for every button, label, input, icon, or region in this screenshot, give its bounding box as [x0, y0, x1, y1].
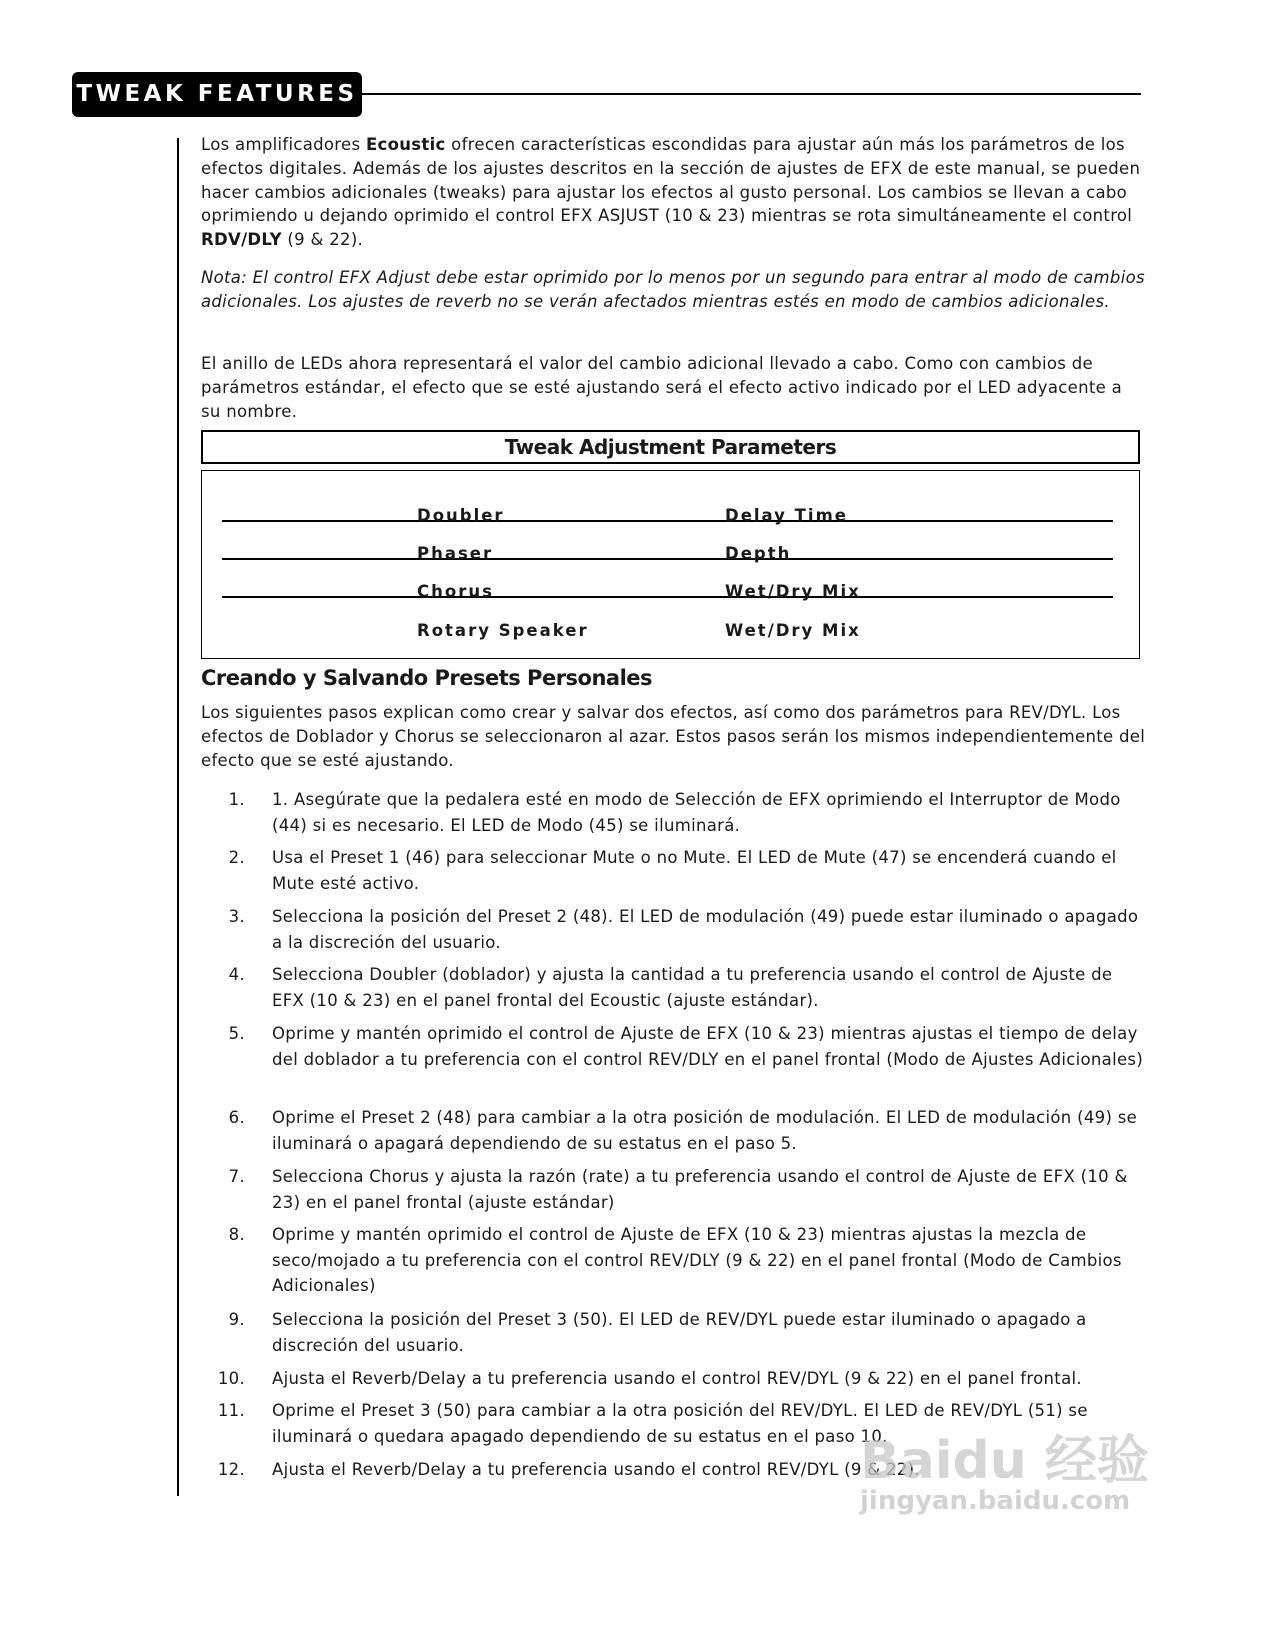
step-number: 2. — [228, 848, 245, 867]
section-intro: Los siguientes pasos explican como crear y salvar dos efectos, así como dos parámetros para REV/DYL. Los efectos de Doblador y Chorus se seleccionaron al azar. Estos pasos serán los mismos independientemente del efecto que se esté ajustando. — [201, 703, 1146, 770]
watermark-url: jingyan.baidu.com — [860, 1486, 1131, 1516]
text: (9 & 22). — [281, 230, 364, 250]
list-item — [201, 845, 1146, 896]
step-number: 8. — [228, 1225, 245, 1244]
step-number: 11. — [217, 1401, 245, 1420]
param-cell: Wet/Dry Mix — [725, 621, 861, 640]
step-number: 3. — [228, 907, 245, 926]
step-number: 5. — [228, 1024, 245, 1043]
step-number: 10. — [217, 1369, 245, 1388]
list-item — [201, 1164, 1146, 1215]
intro-paragraph — [201, 133, 1146, 252]
table-row — [222, 482, 1113, 525]
step-number: 9. — [228, 1310, 245, 1329]
list-item — [201, 1222, 1146, 1299]
step-text: Selecciona la posición del Preset 2 (48). El LED de modulación (49) puede estar iluminado o apagado a la discreción del usuario. — [272, 907, 1139, 952]
effect-cell: Phaser — [417, 544, 494, 563]
section-header: TWEAK FEATURES — [72, 72, 362, 117]
step-text: Ajusta el Reverb/Delay a tu preferencia usando el control REV/DYL (9 & 22). — [272, 1460, 920, 1479]
step-number: 4. — [228, 965, 245, 984]
header-rule — [362, 93, 1141, 95]
brand-name: Ecoustic — [365, 135, 446, 154]
param-cell: Wet/Dry Mix — [725, 582, 861, 601]
param-cell: Delay Time — [725, 506, 848, 525]
step-text: Oprime y mantén oprimido el control de Ajuste de EFX (10 & 23) mientras ajustas la mezcla de seco/mojado a tu preferencia con el control REV/DLY (9 & 22) en el panel frontal (Modo de Cambios Adicionales) — [272, 1225, 1122, 1295]
step-text: Ajusta el Reverb/Delay a tu preferencia usando el control REV/DYL (9 & 22) en el panel frontal. — [272, 1369, 1082, 1388]
note-paragraph: Nota: El control EFX Adjust debe estar oprimido por lo menos por un segundo para entrar al modo de cambios adicionales. Los ajustes de reverb no se verán afectados mientras estés en modo de cambios adicionales. — [201, 268, 1145, 311]
text: Los amplificadores — [201, 135, 366, 154]
effect-cell: Rotary Speaker — [417, 621, 589, 640]
effect-cell: Doubler — [417, 506, 505, 525]
section-heading: Creando y Salvando Presets Personales — [201, 666, 653, 690]
step-text: Selecciona Doubler (doblador) y ajusta la cantidad a tu preferencia usando el control de Ajuste de EFX (10 & 23) en el panel frontal del Ecoustic (ajuste estándar). — [272, 965, 1113, 1010]
step-text: Selecciona la posición del Preset 3 (50). El LED de REV/DYL puede estar iluminado o apagado a discreción del usuario. — [272, 1310, 1087, 1355]
step-number: 1. — [228, 790, 245, 809]
table-title: Tweak Adjustment Parameters — [201, 430, 1140, 464]
step-number: 6. — [228, 1108, 245, 1127]
list-item — [201, 962, 1146, 1013]
table-row — [222, 520, 1113, 563]
step-text: Oprime el Preset 3 (50) para cambiar a la otra posición del REV/DYL. El LED de REV/DYL (51) se iluminará o quedara apagado dependiendo de su estatus en el paso 10. — [272, 1401, 1088, 1446]
tweak-table — [201, 470, 1140, 659]
list-item — [201, 904, 1146, 955]
control-name: RDV/DLY — [201, 230, 282, 250]
step-text: Oprime el Preset 2 (48) para cambiar a la otra posición de modulación. El LED de modulación (49) se iluminará o apagará dependiendo de su estatus en el paso 5. — [272, 1108, 1138, 1153]
step-text: Selecciona Chorus y ajusta la razón (rate) a tu preferencia usando el control de Ajuste de EFX (10 & 23) en el panel frontal (ajuste estándar) — [272, 1167, 1128, 1212]
margin-rule — [177, 138, 179, 1496]
list-item — [201, 787, 1146, 838]
step-number: 12. — [217, 1460, 245, 1479]
table-row — [222, 558, 1113, 601]
text: ofrecen características escondidas para ajustar aún más los parámetros de los efectos digitales. Además de los ajustes descritos en la sección de ajustes de EFX de este manual, se pueden hacer cambios adicionales (tweaks) para ajustar los efectos al gusto personal. Los cambios se llevan a cabo oprimiendo u dejando oprimido el control EFX ASJUST (10 & 23) mientras se rota simultáneamente el control — [201, 135, 1141, 226]
list-item — [201, 1105, 1146, 1156]
led-paragraph: El anillo de LEDs ahora representará el valor del cambio adicional llevado a cabo. Como con cambios de parámetros estándar, el efecto que se esté ajustando será el efecto activo indicado por el LED adyacente a su nombre. — [201, 354, 1123, 421]
step-text: 1. Asegúrate que la pedalera esté en modo de Selección de EFX oprimiendo el Interruptor de Modo (44) si es necesario. El LED de Modo (45) se iluminará. — [272, 790, 1121, 835]
step-number: 7. — [228, 1167, 245, 1186]
param-cell: Depth — [725, 544, 792, 563]
table-row — [222, 597, 1113, 640]
step-text: Oprime y mantén oprimido el control de Ajuste de EFX (10 & 23) mientras ajustas el tiempo de delay del doblador a tu preferencia con el control REV/DLY en el panel frontal (Modo de Ajustes Adicionales) — [272, 1024, 1144, 1069]
list-item — [201, 1307, 1146, 1358]
list-item — [201, 1021, 1146, 1072]
watermark-logo: Baidu 经验 — [860, 1431, 1149, 1491]
effect-cell: Chorus — [417, 582, 494, 601]
step-text: Usa el Preset 1 (46) para seleccionar Mute o no Mute. El LED de Mute (47) se encenderá cuando el Mute esté activo. — [272, 848, 1117, 893]
list-item — [201, 1366, 1146, 1392]
